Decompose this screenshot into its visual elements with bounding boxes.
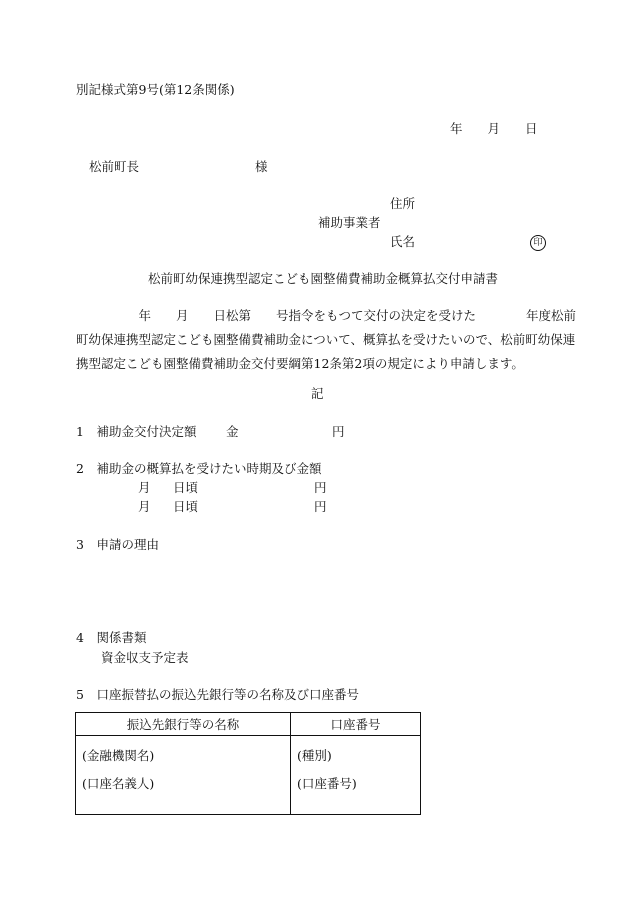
form-number: 別記様式第9号(第12条関係) <box>76 82 235 97</box>
item2-row2-day: 日頃 <box>173 499 199 514</box>
item4-label: 4 関係書類 <box>76 630 147 645</box>
account-number-field: (口座番号) <box>297 776 357 791</box>
account-number-header: 口座番号 <box>291 713 421 736</box>
item2-row2-month: 月 <box>138 499 151 514</box>
body-line: 年 月 日松第 号指令をもつて交付の決定を受けた 年度松前 <box>76 308 577 323</box>
item2-row2-yen: 円 <box>314 499 327 514</box>
ki-heading: 記 <box>311 386 324 401</box>
body-line: 携型認定こども園整備費補助金交付要綱第12条第2項の規定により申請します。 <box>76 356 524 371</box>
item2-label: 2 補助金の概算払を受けたい時期及び金額 <box>76 461 322 476</box>
addressee-honorific: 様 <box>255 159 268 174</box>
applicant-name-label: 氏名 <box>390 234 416 249</box>
address-label: 住所 <box>390 196 416 211</box>
item1-label: 1 補助金交付決定額 <box>76 424 197 439</box>
seal-mark: 印 <box>530 235 546 251</box>
date-line: 年 月 日 <box>450 121 538 136</box>
item5-label: 5 口座振替払の振込先銀行等の名称及び口座番号 <box>76 687 359 702</box>
item1-kin: 金 <box>226 424 239 439</box>
account-type-field: (種別) <box>297 748 332 763</box>
applicant-role-label: 補助事業者 <box>318 215 381 230</box>
item3-label: 3 申請の理由 <box>76 537 159 552</box>
item2-row1-day: 日頃 <box>173 480 199 495</box>
account-holder-field: (口座名義人) <box>82 776 155 791</box>
table-header-row <box>76 713 421 736</box>
account-info-cell <box>291 736 421 815</box>
item1-yen: 円 <box>332 424 345 439</box>
table-row <box>76 736 421 815</box>
item2-row1-month: 月 <box>138 480 151 495</box>
body-paragraph <box>76 304 577 376</box>
document-title: 松前町幼保連携型認定こども園整備費補助金概算払交付申請書 <box>148 271 499 286</box>
item4-document: 資金収支予定表 <box>101 650 189 665</box>
bank-name-header: 振込先銀行等の名称 <box>76 713 291 736</box>
body-line: 町幼保連携型認定こども園整備費補助金について、概算払を受けたいので、松前町幼保連 <box>76 332 576 347</box>
bank-account-table <box>75 712 421 815</box>
bank-name-field: (金融機関名) <box>82 748 155 763</box>
addressee-name: 松前町長 <box>89 159 140 174</box>
item2-row1-yen: 円 <box>314 480 327 495</box>
bank-info-cell <box>76 736 291 815</box>
